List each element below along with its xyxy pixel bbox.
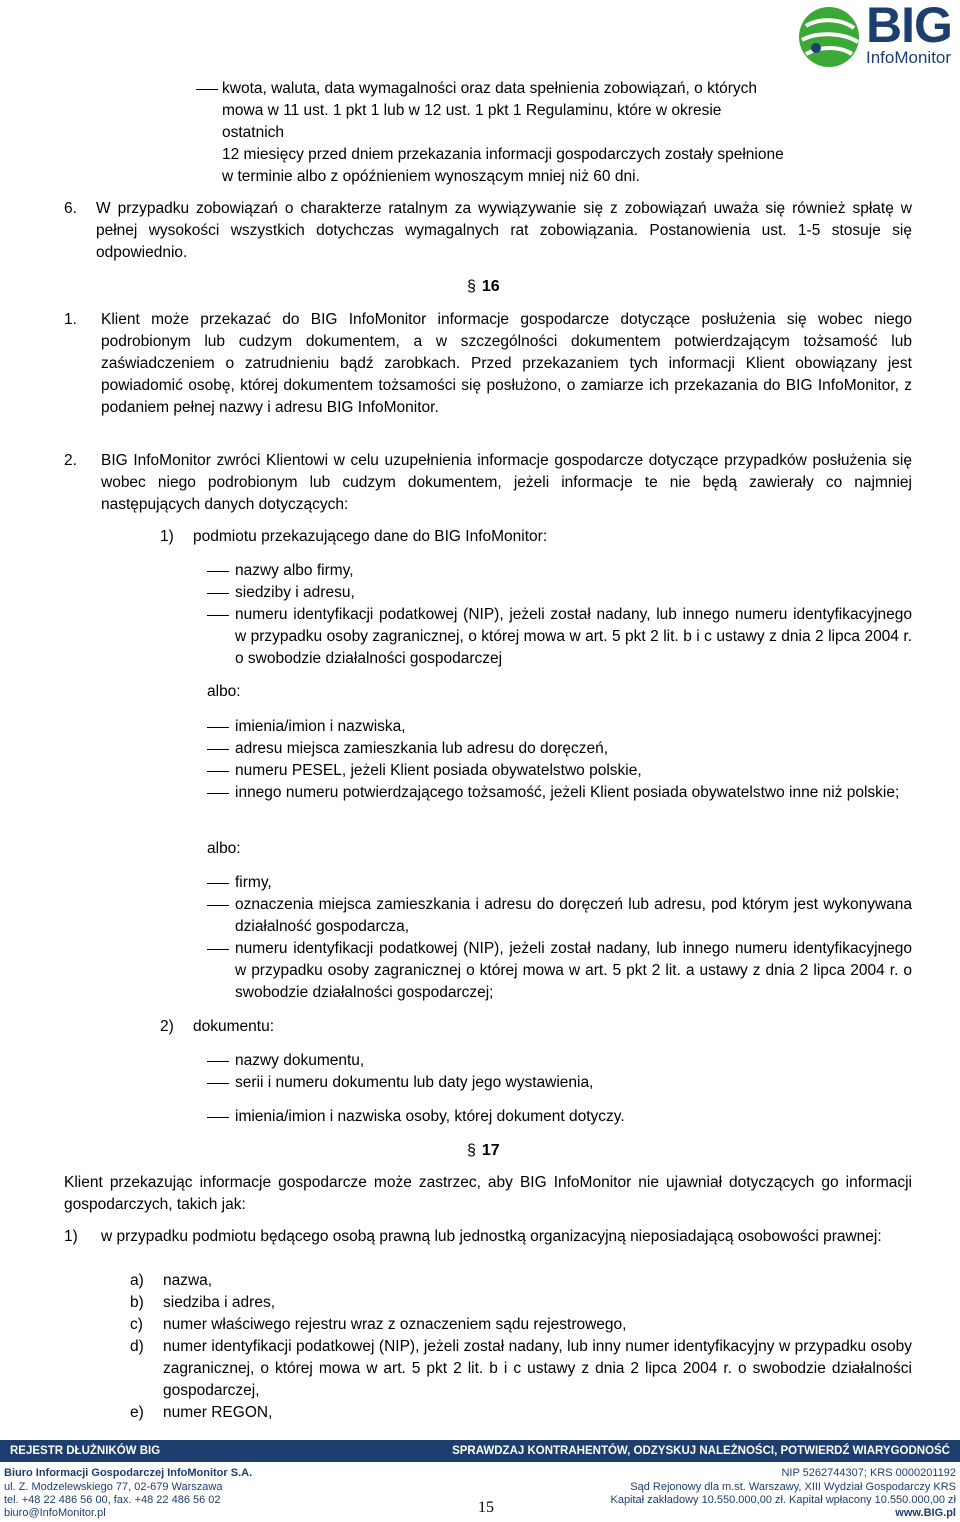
list-item: innego numeru potwierdzającego tożsamość, jeżeli Klient posiada obywatelstwo inne niż polskie; <box>235 784 900 801</box>
dash-bullet <box>207 749 229 750</box>
page-number: 15 <box>478 1499 494 1516</box>
dash-bullet <box>207 1061 229 1062</box>
list-item: siedziby i adresu, <box>235 584 355 601</box>
albo-connector: albo: <box>207 840 241 857</box>
dash-bullet <box>207 1117 229 1118</box>
dash-bullet <box>207 905 229 906</box>
letter-item: siedziba i adres, <box>163 1294 276 1311</box>
sub-2-number: 2) <box>160 1018 174 1035</box>
letter-label: c) <box>130 1316 143 1333</box>
letter-label: d) <box>130 1338 144 1355</box>
list-item: nazwy albo firmy, <box>235 562 354 579</box>
footer-court: Sąd Rejonowy dla m.st. Warszawy, XIII Wydział Gospodarczy KRS <box>630 1481 956 1493</box>
dash-bullet <box>207 793 229 794</box>
list-item: imienia/imion i nazwiska osoby, której dokument dotyczy. <box>235 1108 625 1125</box>
section-number: 16 <box>481 278 500 295</box>
point-6-text: W przypadku zobowiązań o charakterze ratalnym za wywiązywanie się z zobowiązań uważa się również spłatę w pełnej wysokości wszystkich dotychczas wymagalnych rat zobowiązania. Postanowienia ust. 1-5 stosuje się odpowiednio. <box>96 200 912 261</box>
top-bullet-line: 12 miesięcy przed dniem przekazania informacji gospodarczych zostały spełnione <box>222 146 784 163</box>
list-item: numeru PESEL, jeżeli Klient posiada obywatelstwo polskie, <box>235 762 642 779</box>
letter-label: b) <box>130 1294 144 1311</box>
section-17-heading <box>467 1140 500 1162</box>
logo-wordmark: BIG <box>866 0 952 53</box>
letter-item: numer identyfikacji podatkowej (NIP), jeżeli został nadany, lub inny numer identyfikacyjny w przypadku osoby zagranicznej, o której mowa w art. 5 pkt 2 lit. b i c ustawy z dnia 2 lipca 2004 r. o swobodzie działalności gospodarczej, <box>163 1338 912 1399</box>
footer-address: ul. Z. Modzelewskiego 77, 02-679 Warszawa <box>4 1481 223 1493</box>
list-item: firmy, <box>235 874 272 891</box>
point-6-number: 6. <box>64 200 77 217</box>
sub-1-text: podmiotu przekazującego dane do BIG InfoMonitor: <box>193 528 548 545</box>
sub-2-text: dokumentu: <box>193 1018 274 1035</box>
footer-bar <box>0 1440 960 1462</box>
s16-point-1-number: 1. <box>64 311 77 328</box>
top-bullet-line: mowa w 11 ust. 1 pkt 1 lub w 12 ust. 1 pkt 1 Regulaminu, które w okresie <box>222 102 722 119</box>
footer-bar-right: SPRAWDZAJ KONTRAHENTÓW, ODZYSKUJ NALEŻNOŚCI, POTWIERDŹ WIARYGODNOŚĆ <box>452 1445 950 1457</box>
letter-label: a) <box>130 1272 144 1289</box>
globe-logo-icon <box>796 4 862 70</box>
dash-bullet <box>207 727 229 728</box>
list-item: numeru identyfikacji podatkowej (NIP), jeżeli został nadany, lub innego numeru identyfikacyjnego w przypadku osoby zagranicznej, o której mowa w art. 5 pkt 2 lit. b i c ustawy z dnia 2 lipca 2004 r. o swobodzie działalności gospodarczej <box>235 606 912 667</box>
letter-label: e) <box>130 1404 144 1421</box>
dash-bullet <box>207 615 229 616</box>
letter-item: nazwa, <box>163 1272 213 1289</box>
dash-bullet <box>207 883 229 884</box>
list-item: oznaczenia miejsca zamieszkania i adresu do doręczeń lub adresu, pod którym jest wykonywana działalność gospodarcza, <box>235 896 912 935</box>
big-infomonitor-logo <box>796 2 956 72</box>
section-symbol: § <box>467 278 476 295</box>
list-item: imienia/imion i nazwiska, <box>235 718 406 735</box>
letter-item: numer właściwego rejestru wraz z oznaczeniem sądu rejestrowego, <box>163 1316 627 1333</box>
section-number: 17 <box>481 1142 500 1159</box>
s16-point-2-number: 2. <box>64 452 77 469</box>
list-item: serii i numeru dokumentu lub daty jego wystawienia, <box>235 1074 594 1091</box>
s16-point-1-text: Klient może przekazać do BIG InfoMonitor informacje gospodarcze dotyczące posłużenia się wobec niego podrobionym lub cudzym dokumentem, a w szczególności dokumentem potwierdzającym tożsamość lub zaświadczeniem o zatrudnieniu bądź zarobkach. Przed przekazaniem tych informacji Klient obowiązany jest powiadomić osobę, której dokumentem tożsamości się posłużono, o zamiarze ich przekazania do BIG InfoMonitor, z podaniem pełnej nazwy i adresu BIG InfoMonitor. <box>101 311 912 416</box>
footer-nip: NIP 5262744307; KRS 0000201192 <box>781 1467 956 1479</box>
logo-subtitle: InfoMonitor <box>866 48 952 67</box>
list-item: nazwy dokumentu, <box>235 1052 365 1069</box>
footer-company <box>4 1466 252 1480</box>
dash-bullet <box>207 593 229 594</box>
dash-bullet <box>207 1083 229 1084</box>
dash-bullet <box>196 89 218 90</box>
sub-1-number: 1) <box>160 528 174 545</box>
s17-intro: Klient przekazując informacje gospodarcze może zastrzec, aby BIG InfoMonitor nie ujawniał dotyczących go informacji gospodarczych, takich jak: <box>64 1174 912 1213</box>
top-bullet-line: ostatnich <box>222 124 285 141</box>
footer-web-link[interactable]: www.BIG.pl <box>895 1507 956 1519</box>
footer-phone: tel. +48 22 486 56 00, fax. +48 22 486 56 02 <box>4 1494 221 1506</box>
albo-connector: albo: <box>207 683 241 700</box>
top-bullet-line: kwota, waluta, data wymagalności oraz data spełnienia zobowiązań, o których <box>222 80 758 97</box>
list-item: adresu miejsca zamieszkania lub adresu do doręczeń, <box>235 740 609 757</box>
dash-bullet <box>207 949 229 950</box>
top-bullet-line: w terminie albo z opóźnieniem wynoszącym mniej niż 60 dni. <box>222 168 640 185</box>
s16-point-2-text: BIG InfoMonitor zwróci Klientowi w celu uzupełnienia informacje gospodarcze dotyczące przypadków posłużenia się wobec niego podrobionym lub cudzym dokumentem, jeżeli informacje te nie będą zawierały co najmniej następujących danych dotyczących: <box>101 452 912 513</box>
top-bullet-text <box>222 78 912 188</box>
section-symbol: § <box>467 1142 476 1159</box>
dash-bullet <box>207 771 229 772</box>
s17-point-1-text: w przypadku podmiotu będącego osobą prawną lub jednostką organizacyjną nieposiadającą osobowości prawnej: <box>101 1228 882 1245</box>
footer-web <box>895 1506 956 1520</box>
letter-item: numer REGON, <box>163 1404 273 1421</box>
footer-email[interactable]: biuro@InfoMonitor.pl <box>4 1507 106 1519</box>
footer-bar-left: REJESTR DŁUŻNIKÓW BIG <box>10 1445 161 1457</box>
footer-company-name: Biuro Informacji Gospodarczej InfoMonitor S.A. <box>4 1467 253 1479</box>
dash-bullet <box>207 571 229 572</box>
s17-point-1-number: 1) <box>64 1228 78 1245</box>
footer-capital: Kapitał zakładowy 10.550.000,00 zł. Kapitał wpłacony 10.550.000,00 zł <box>610 1494 956 1506</box>
section-16-heading <box>467 276 500 298</box>
list-item: numeru identyfikacji podatkowej (NIP), jeżeli został nadany, lub innego numeru identyfikacyjnego w przypadku osoby zagranicznej o której mowa w art. 5 pkt 2 lit. a ustawy z dnia 2 lipca 2004 r. o swobodzie działalności gospodarczej; <box>235 940 912 1001</box>
